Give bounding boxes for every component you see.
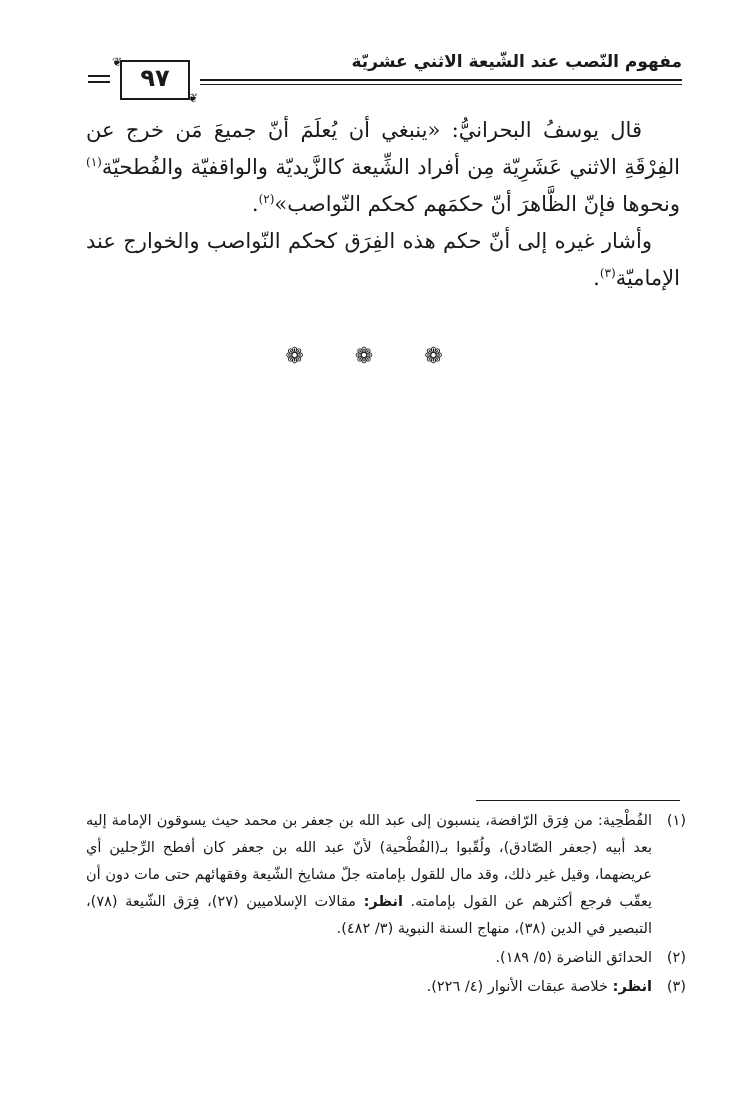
header-rule-left-lower: [88, 81, 110, 83]
footnote-ref[interactable]: (١): [86, 155, 102, 169]
footnote-number: (١): [666, 813, 686, 829]
floral-ornament-icon: ❦: [112, 55, 123, 69]
footnotes: [86, 808, 686, 1001]
paragraph: [86, 223, 680, 297]
footnote-number: (٢): [666, 950, 686, 966]
floral-ornament-icon: ❦: [187, 91, 198, 105]
footnote: [86, 808, 686, 943]
text-run-bold: انظر:: [612, 979, 652, 995]
footnote-text: [86, 808, 652, 943]
page-header: [88, 48, 682, 105]
footnote-ref[interactable]: (٣): [599, 266, 616, 280]
header-rule-bottom: [200, 84, 682, 85]
footnote-text: [86, 974, 652, 1001]
text-run-bold: انظر:: [363, 894, 403, 910]
page-number: ٩٧: [140, 64, 170, 92]
text-run: الحدائق الناضرة (٥/ ١٨٩).: [495, 950, 652, 966]
text-run: قال يوسفُ البحرانيُّ: «ينبغي أن يُعلَمَ أنّ جميعَ مَن خرج عن الفِرْقَةِ الاثني عَشَرِيّة مِن أفراد الشِّيعة كالزَّيديّة والواقفيّة والفُطحيّة: [86, 118, 680, 179]
running-title: مفهوم النّصب عند الشّيعة الاثني عشريّة: [351, 52, 682, 72]
footnote: [86, 974, 686, 1001]
text-run: مقالات الإسلاميين (٢٧)، فِرَق الشّيعة (٧٨)، التبصير في الدين (٣٨)، منهاج السنة النبوية (٣/ ٤٨٢).: [86, 894, 652, 937]
text-run: الفُطْحِية: من فِرَق الرّافضة، ينسبون إلى عبد الله بن جعفر بن محمد حيث يسوقون الإمامة إليه بعد أبيه (جعفر الصّادق)، ولُقّبوا بـ(الفُطْحية) لأنّ عبد الله بن جعفر كان أفطح الرِّجلين أي عريضهما، وقيل غير ذلك، وقد مال للقول بإمامته جلّ مشايخ الشّيعة وفقهائهم حتى مات دون أن يعقّب فرجع أكثرهم عن القول بإمامته.: [86, 813, 652, 910]
text-run: .: [251, 192, 259, 216]
page-number-frame: [112, 55, 198, 105]
text-run: .: [593, 266, 600, 290]
header-rule-top: [200, 79, 682, 81]
text-run: وأشار غيره إلى أنّ حكم هذه الفِرَق كحكم النّواصب والخوارج عند الإماميّة: [86, 229, 680, 290]
text-run: ونحوها فإنّ الظَّاهرَ أنّ حكمَهم كحكم النّواصب»: [274, 192, 680, 216]
section-separator-icon: ❁ ❁ ❁: [285, 344, 465, 369]
header-rule-left: [88, 75, 110, 77]
footnote-number: (٣): [666, 979, 686, 995]
footnote-text: [86, 945, 652, 972]
paragraph: [86, 112, 680, 223]
footnote-divider: [476, 800, 680, 801]
main-text: [86, 112, 680, 297]
footnote-ref[interactable]: (٢): [258, 192, 275, 206]
footnote: [86, 945, 686, 972]
text-run: خلاصة عبقات الأنوار (٤/ ٢٢٦).: [426, 979, 613, 995]
